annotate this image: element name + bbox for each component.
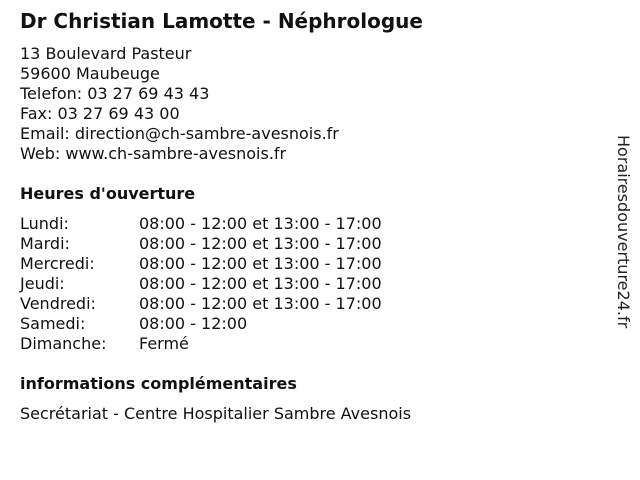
hours-time: 08:00 - 12:00 (139, 314, 248, 333)
hours-time: 08:00 - 12:00 et 13:00 - 17:00 (139, 234, 382, 253)
hours-day: Vendredi: (20, 294, 96, 313)
hours-day: Mardi: (20, 234, 70, 253)
hours-row-sunday (20, 334, 440, 354)
hours-day: Samedi: (20, 314, 86, 333)
hours-time: Fermé (139, 334, 189, 353)
hours-row-monday (20, 214, 440, 234)
hours-row-tuesday (20, 234, 440, 254)
hours-day: Jeudi: (20, 274, 65, 293)
contact-street: 13 Boulevard Pasteur (20, 44, 192, 63)
contact-email: Email: direction@ch-sambre-avesnois.fr (20, 124, 339, 143)
contact-web: Web: www.ch-sambre-avesnois.fr (20, 144, 287, 163)
contact-city: 59600 Maubeuge (20, 64, 160, 83)
hours-time: 08:00 - 12:00 et 13:00 - 17:00 (139, 214, 382, 233)
hours-row-saturday (20, 314, 440, 334)
additional-info-text: Secrétariat - Centre Hospitalier Sambre Avesnois (20, 404, 412, 423)
hours-day: Dimanche: (20, 334, 107, 353)
hours-row-friday (20, 294, 440, 314)
opening-hours-table (20, 214, 440, 354)
hours-day: Lundi: (20, 214, 69, 233)
contact-phone: Telefon: 03 27 69 43 43 (20, 84, 210, 103)
additional-info-heading: informations complémentaires (20, 374, 297, 393)
hours-time: 08:00 - 12:00 et 13:00 - 17:00 (139, 294, 382, 313)
site-watermark: Horairesdouverture24.fr (614, 135, 633, 329)
hours-row-thursday (20, 274, 440, 294)
hours-time: 08:00 - 12:00 et 13:00 - 17:00 (139, 254, 382, 273)
hours-row-wednesday (20, 254, 440, 274)
contact-block (20, 44, 339, 164)
opening-hours-heading: Heures d'ouverture (20, 184, 196, 203)
page-title: Dr Christian Lamotte - Néphrologue (20, 9, 423, 33)
contact-fax: Fax: 03 27 69 43 00 (20, 104, 180, 123)
hours-day: Mercredi: (20, 254, 95, 273)
hours-time: 08:00 - 12:00 et 13:00 - 17:00 (139, 274, 382, 293)
